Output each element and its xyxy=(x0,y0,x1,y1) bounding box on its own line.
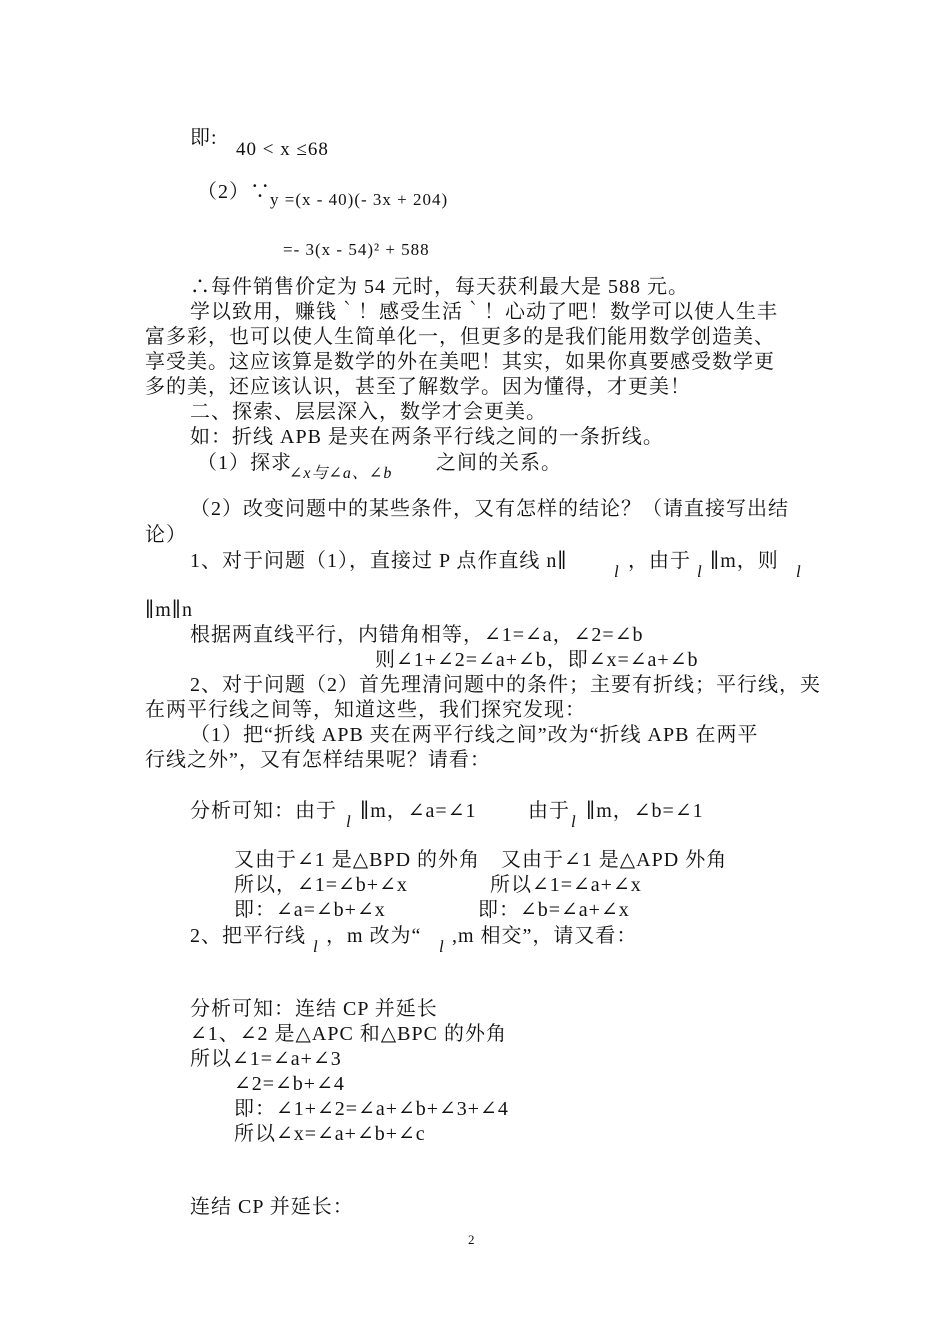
text-line: 又由于∠1 是△BPD 的外角 又由于∠1 是△APD 外角 xyxy=(234,849,728,871)
math-angles: ∠x与∠a、∠b xyxy=(289,465,393,482)
text-line: 由于 xyxy=(528,800,570,822)
line-symbol: l xyxy=(313,937,319,956)
math-equation: =- 3(x - 54)² + 588 xyxy=(283,240,430,259)
line-symbol: l xyxy=(439,937,445,956)
text-line: 连结 CP 并延长： xyxy=(190,1196,354,1218)
text-line: ，m 改为“ xyxy=(326,925,422,947)
text-line: 2、把平行线 xyxy=(190,925,306,947)
line-symbol: l xyxy=(796,562,802,581)
text-line: ∥m，∠b=∠1 xyxy=(586,800,704,822)
line-symbol: l xyxy=(697,562,703,581)
paragraph-line: （2）改变问题中的某些条件，又有怎样的结论？（请直接写出结 xyxy=(190,498,789,520)
text-line: ，由于 xyxy=(628,550,691,572)
paragraph-line: 享受美。这应该算是数学的外在美吧！其实，如果你真要感受数学更 xyxy=(145,351,775,373)
paragraph-line: 行线之外”，又有怎样结果呢？请看： xyxy=(145,749,491,771)
text-line: 所以∠1=∠a+∠3 xyxy=(190,1048,342,1070)
text-line: 即：∠1+∠2=∠a+∠b+∠3+∠4 xyxy=(234,1098,509,1120)
paragraph-line: 论） xyxy=(145,524,187,546)
paragraph-line: 在两平行线之间等，知道这些，我们探究发现： xyxy=(145,699,586,721)
text-line: ∥m，则 xyxy=(710,550,779,572)
text-line: ∠1、∠2 是△APC 和△BPC 的外角 xyxy=(190,1023,507,1045)
text-line: （2）∵ xyxy=(197,181,271,203)
text-line: （1）探求 xyxy=(197,452,292,474)
section-heading: 二、探索、层层深入，数学才会更美。 xyxy=(190,401,547,423)
paragraph-line: 富多彩，也可以使人生简单化一，但更多的是我们能用数学创造美、 xyxy=(145,326,775,348)
line-symbol: l xyxy=(571,812,577,831)
text-line: 所以∠x=∠a+∠b+∠c xyxy=(234,1123,426,1145)
line-symbol: l xyxy=(346,812,352,831)
math-inequality: 40 < x ≤68 xyxy=(236,139,329,160)
text-line: 1、对于问题（1），直接过 P 点作直线 n∥ xyxy=(190,550,568,572)
paragraph-line: 学以致用，赚钱｀！感受生活｀！心动了吧！数学可以使人生丰 xyxy=(190,301,778,323)
text-line: 分析可知：连结 CP 并延长 xyxy=(190,998,438,1020)
text-line: 则∠1+∠2=∠a+∠b，即∠x=∠a+∠b xyxy=(375,649,699,671)
page-number: 2 xyxy=(468,1232,475,1247)
text-line: ∥m，∠a=∠1 xyxy=(360,800,477,822)
paragraph-line: （1）把“折线 APB 夹在两平行线之间”改为“折线 APB 在两平 xyxy=(190,724,759,746)
line-symbol: l xyxy=(614,562,620,581)
text-line: 所以∠1=∠a+∠x xyxy=(490,874,642,896)
text-line: ∴每件销售价定为 54 元时，每天获利最大是 588 元。 xyxy=(190,276,689,298)
text-line: ∠2=∠b+∠4 xyxy=(234,1073,345,1095)
text-line: 即: xyxy=(190,127,218,149)
text-line: 根据两直线平行，内错角相等，∠1=∠a，∠2=∠b xyxy=(190,624,644,646)
text-line: 如：折线 APB 是夹在两条平行线之间的一条折线。 xyxy=(190,426,664,448)
paragraph-line: 多的美，还应该认识，甚至了解数学。因为懂得，才更美！ xyxy=(145,376,691,398)
math-equation: y =(x - 40)(- 3x + 204) xyxy=(270,190,449,209)
text-line: 分析可知：由于 xyxy=(190,800,337,822)
text-line: 即：∠a=∠b+∠x xyxy=(234,899,386,921)
text-line: 所以，∠1=∠b+∠x xyxy=(234,874,408,896)
paragraph-line: 2、对于问题（2）首先理清问题中的条件；主要有折线；平行线，夹 xyxy=(190,674,821,696)
text-line: ,m 相交”，请又看： xyxy=(452,925,638,947)
text-line: 即：∠b=∠a+∠x xyxy=(478,899,630,921)
text-line: ∥m∥n xyxy=(145,599,194,621)
text-line: 之间的关系。 xyxy=(436,452,562,474)
